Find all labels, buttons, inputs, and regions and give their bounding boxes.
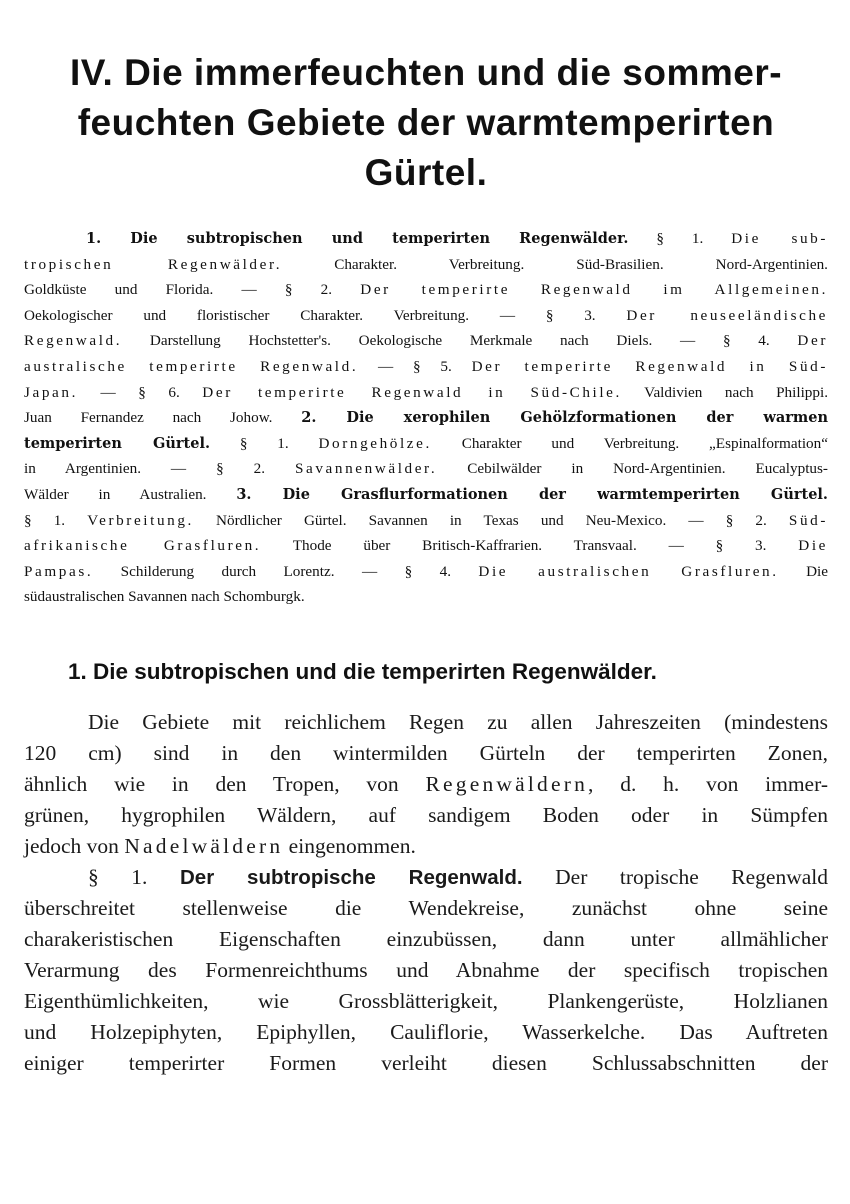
book-page bbox=[24, 48, 828, 1079]
summary-subheading: temperirten Gürtel. bbox=[24, 434, 210, 452]
body-line: einiger temperirter Formen verleiht diesen Schlussabschnitten der bbox=[24, 1050, 828, 1075]
body-text bbox=[24, 707, 828, 1079]
body-line: grünen, hygrophilen Wäldern, auf sandigem Boden oder in Sümpfen bbox=[24, 802, 828, 827]
summary-line: in Argentinien. — § 2. Savannenwälder. Cebilwälder in Nord-Argentinien. Eucalyptus- bbox=[24, 460, 828, 478]
body-line: ähnlich wie in den Tropen, von Regenwäldern, d. h. von immer- bbox=[24, 771, 828, 796]
section-heading: 1. Die subtropischen und die temperirten Regenwälder. bbox=[68, 658, 657, 684]
summary-line: Japan. — § 6. Der temperirte Regenwald in Süd-Chile. Valdivien nach Philippi. bbox=[24, 383, 828, 401]
paragraph-heading: Der subtropische Regenwald. bbox=[180, 865, 523, 889]
summary-line: südaustralischen Savannen nach Schomburgk. bbox=[24, 588, 305, 606]
chapter-title-line: IV. Die immerfeuchten und die sommer- bbox=[69, 52, 783, 93]
emphasized-term: Regenwäldern bbox=[425, 771, 589, 796]
body-line: § 1. Der subtropische Regenwald. Der tropische Regenwald bbox=[88, 864, 829, 889]
summary-subheading: 1. Die subtropischen und temperirten Regenwälder. bbox=[86, 230, 629, 247]
body-line: überschreitet stellenweise die Wendekreise, zunächst ohne seine bbox=[24, 895, 828, 920]
summary-subheading: 3. Die Grasflurformationen der warmtemperirten Gürtel. bbox=[236, 485, 828, 503]
chapter-summary bbox=[24, 226, 828, 610]
body-line: und Holzepiphyten, Epiphyllen, Cauliflorie, Wasserkelche. Das Auftreten bbox=[24, 1019, 828, 1044]
summary-line: Juan Fernandez nach Johow. 2. Die xerophilen Gehölzformationen der warmen bbox=[24, 409, 828, 427]
body-line: Verarmung des Formenreichthums und Abnahme der specifisch tropischen bbox=[24, 957, 828, 982]
summary-line: Goldküste und Florida. — § 2. Der temperirte Regenwald im Allgemeinen. bbox=[24, 281, 828, 299]
summary-line: Wälder in Australien. 3. Die Grasflurformationen der warmtemperirten Gürtel. bbox=[24, 485, 828, 503]
body-line: Die Gebiete mit reichlichem Regen zu allen Jahreszeiten (mindestens bbox=[88, 709, 828, 734]
body-line: charakeristischen Eigenschaften einzubüssen, dann unter allmählicher bbox=[24, 926, 828, 951]
body-line: Eigenthümlichkeiten, wie Grossblätterigkeit, Plankengerüste, Holzlianen bbox=[24, 988, 828, 1013]
chapter-title-line: feuchten Gebiete der warmtemperirten bbox=[77, 102, 775, 143]
summary-line: afrikanische Grasfluren. Thode über Britisch-Kaffrarien. Transvaal. — § 3. Die bbox=[24, 537, 828, 555]
summary-line: Regenwald. Darstellung Hochstetter's. Oekologische Merkmale nach Diels. — § 4. Der bbox=[24, 332, 828, 350]
emphasized-term: Nadelwäldern bbox=[124, 833, 284, 858]
summary-line: temperirten Gürtel. § 1. Dorngehölze. Charakter und Verbreitung. „Espinalformation“ bbox=[24, 434, 828, 452]
body-line: 120 cm) sind in den wintermilden Gürteln der temperirten Zonen, bbox=[24, 740, 828, 765]
summary-line: 1. Die subtropischen und temperirten Regenwälder. § 1. Die sub- bbox=[86, 230, 829, 247]
summary-line: Pampas. Schilderung durch Lorentz. — § 4. Die australischen Grasfluren. Die bbox=[24, 562, 828, 580]
summary-line: tropischen Regenwälder. Charakter. Verbreitung. Süd-Brasilien. Nord-Argentinien. bbox=[24, 255, 828, 273]
chapter-title-line: Gürtel. bbox=[364, 152, 488, 193]
chapter-title bbox=[24, 48, 828, 198]
summary-line: Oekologischer und floristischer Charakter. Verbreitung. — § 3. Der neuseeländische bbox=[24, 306, 828, 324]
body-line: jedoch von Nadelwäldern eingenommen. bbox=[24, 833, 416, 858]
summary-subheading: 2. Die xerophilen Gehölzformationen der warmen bbox=[301, 409, 828, 427]
summary-line: australische temperirte Regenwald. — § 5. Der temperirte Regenwald in Süd- bbox=[24, 357, 828, 375]
summary-line: § 1. Verbreitung. Nördlicher Gürtel. Savannen in Texas und Neu-Mexico. — § 2. Süd- bbox=[24, 511, 829, 529]
